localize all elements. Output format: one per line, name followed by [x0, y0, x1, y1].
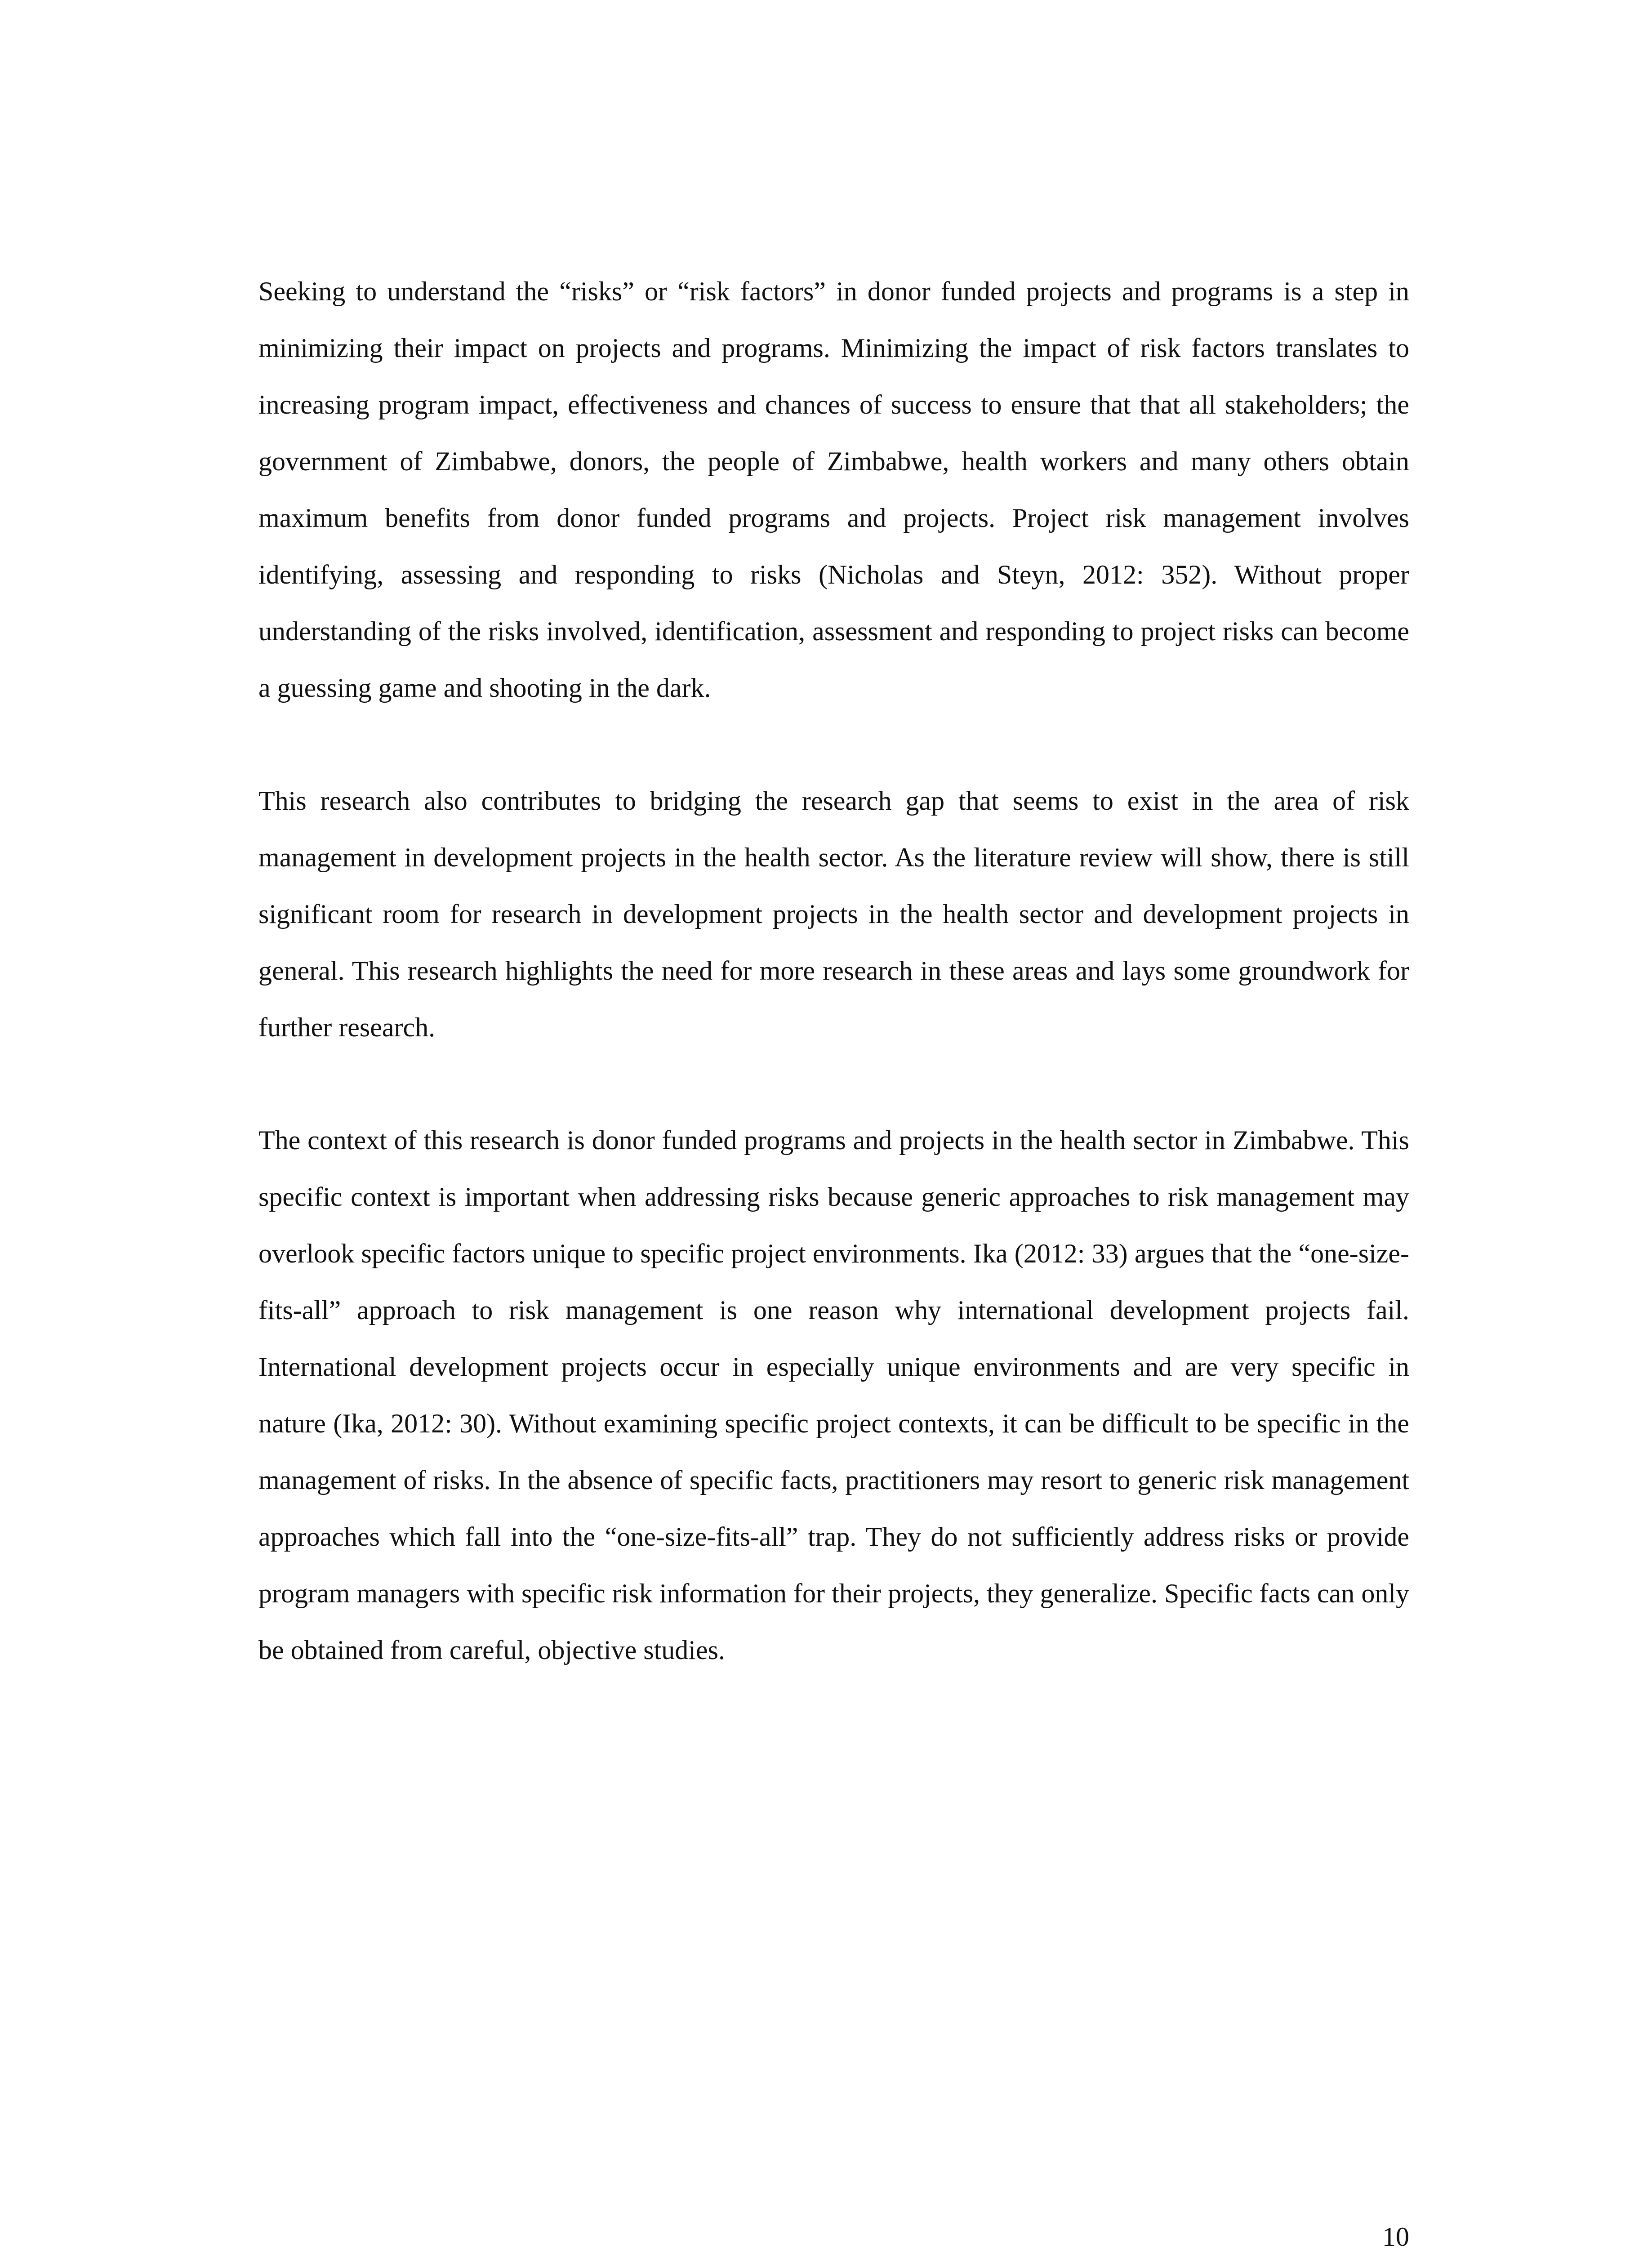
- paragraph-3: The context of this research is donor funded programs and projects in the health sector in Zimbabwe. This specific context is important when addressing risks because generic approaches to risk management may overlook specific factors unique to specific project environments. Ika (2012: 33) argues that the “one-size-fits-all” approach to risk management is one reason why international development projects fail. International development projects occur in especially unique environments and are very specific in nature (Ika, 2012: 30). Without examining specific project contexts, it can be difficult to be specific in the management of risks. In the absence of specific facts, practitioners may resort to generic risk management approaches which fall into the “one-size-fits-all” trap. They do not sufficiently address risks or provide program managers with specific risk information for their projects, they generalize. Specific facts can only be obtained from careful, objective studies.: [258, 1125, 1409, 1665]
- page-number: 10: [1382, 2222, 1409, 2248]
- paragraph-2: This research also contributes to bridging the research gap that seems to exist in the area of risk management in development projects in the health sector. As the literature review will show, there is still significant room for research in development projects in the health sector and development projects in general. This research highlights the need for more research in these areas and lays some groundwork for further research.: [258, 786, 1409, 1042]
- paragraph-1: Seeking to understand the “risks” or “risk factors” in donor funded projects and programs is a step in minimizing their impact on projects and programs. Minimizing the impact of risk factors translates to increasing program impact, effectiveness and chances of success to ensure that that all stakeholders; the government of Zimbabwe, donors, the people of Zimbabwe, health workers and many others obtain maximum benefits from donor funded programs and projects. Project risk management involves identifying, assessing and responding to risks (Nicholas and Steyn, 2012: 352). Without proper understanding of the risks involved, identification, assessment and responding to project risks can become a guessing game and shooting in the dark.: [258, 277, 1409, 703]
- body-text: [258, 263, 1409, 1678]
